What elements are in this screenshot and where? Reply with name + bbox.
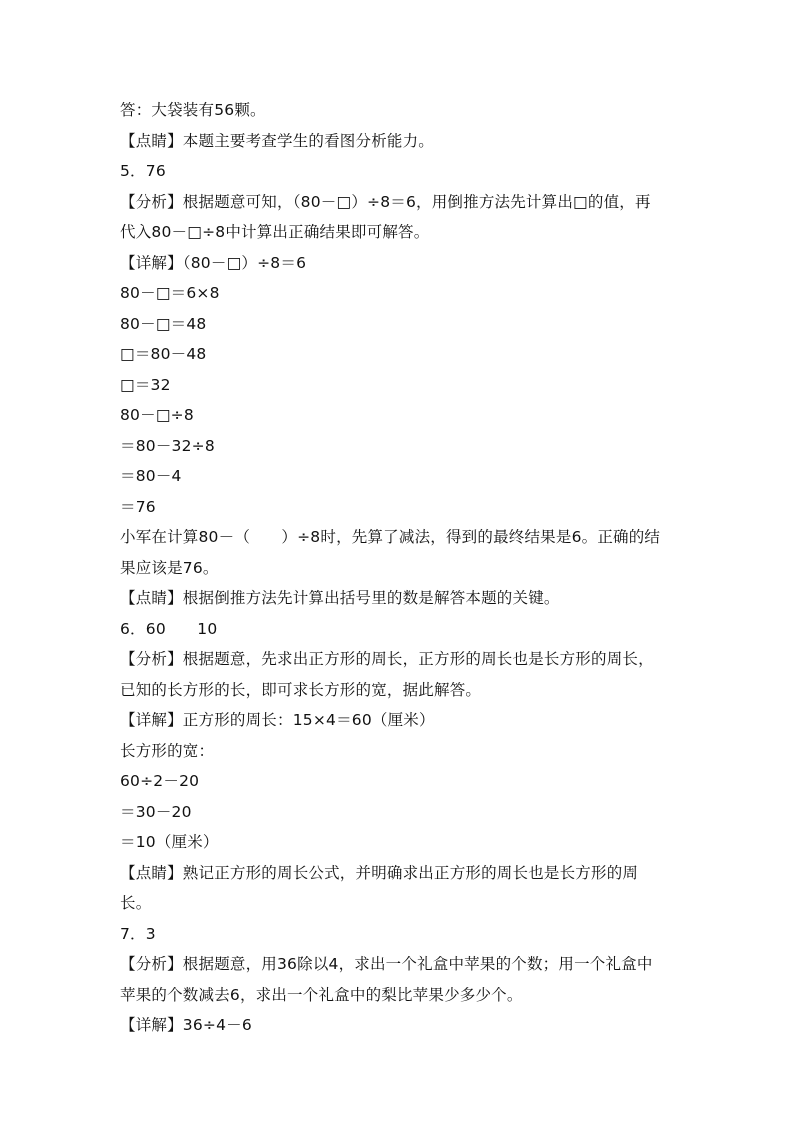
calculation-line: 80－□÷8 bbox=[120, 406, 194, 424]
comment-line: 【点睛】根据倒推方法先计算出括号里的数是解答本题的关键。 bbox=[120, 589, 560, 607]
document-body bbox=[120, 95, 680, 1041]
comment-line: 【点睛】本题主要考查学生的看图分析能力。 bbox=[120, 131, 435, 150]
calculation-line: 长方形的宽： bbox=[120, 741, 215, 760]
detail-line: 【详解】正方形的周长：15×4＝60（厘米） bbox=[120, 711, 435, 729]
calculation-line: ＝80－32÷8 bbox=[120, 436, 215, 455]
calculation-line: □＝80－48 bbox=[120, 345, 207, 363]
calculation-line: ＝30－20 bbox=[120, 802, 192, 821]
analysis-line: 苹果的个数减去6，求出一个礼盒中的梨比苹果少多少个。 bbox=[120, 985, 523, 1004]
detail-line: 【详解】（80－□）÷8＝6 bbox=[120, 253, 307, 272]
question-6-answer: 6．60 10 bbox=[120, 619, 218, 638]
analysis-line: 已知的长方形的长，即可求长方形的宽，据此解答。 bbox=[120, 680, 482, 699]
comment-line: 【点睛】熟记正方形的周长公式，并明确求出正方形的周长也是长方形的周 bbox=[120, 863, 639, 882]
question-7-answer: 7．3 bbox=[120, 924, 156, 943]
comment-line: 长。 bbox=[120, 894, 152, 912]
analysis-line: 【分析】根据题意可知，（80－□）÷8＝6，用倒推方法先计算出□的值，再 bbox=[120, 192, 651, 211]
calculation-line: 80－□＝48 bbox=[120, 314, 207, 333]
calculation-line: ＝76 bbox=[120, 497, 156, 516]
calculation-line: ＝80－4 bbox=[120, 467, 182, 485]
analysis-line: 【分析】根据题意，用36除以4，求出一个礼盒中苹果的个数；用一个礼盒中 bbox=[120, 955, 653, 973]
question-5-answer: 5．76 bbox=[120, 162, 166, 180]
answer-line: 答：大袋装有56颗。 bbox=[120, 101, 266, 119]
explanation-line: 小军在计算80－（ ）÷8时，先算了减法，得到的最终结果是6。正确的结 bbox=[120, 528, 661, 546]
explanation-line: 果应该是76。 bbox=[120, 558, 219, 577]
detail-line: 【详解】36÷4－6 bbox=[120, 1016, 252, 1034]
calculation-line: 60÷2－20 bbox=[120, 772, 200, 790]
analysis-line: 代入80－□÷8中计算出正确结果即可解答。 bbox=[120, 223, 430, 241]
calculation-line: 80－□＝6×8 bbox=[120, 284, 220, 302]
calculation-line: □＝32 bbox=[120, 375, 171, 394]
analysis-line: 【分析】根据题意，先求出正方形的周长，正方形的周长也是长方形的周长， bbox=[120, 650, 654, 668]
calculation-line: ＝10（厘米） bbox=[120, 833, 219, 851]
